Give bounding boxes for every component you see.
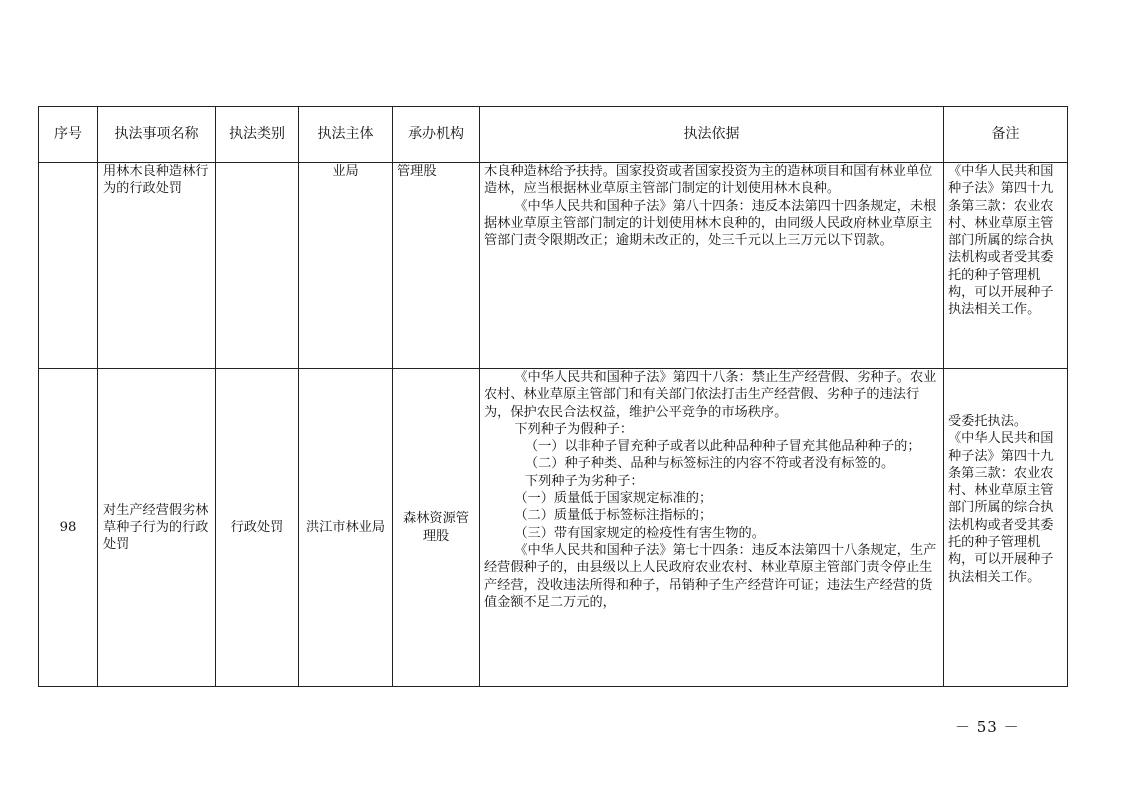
header-subject: 执法主体 xyxy=(299,107,393,163)
header-name: 执法事项名称 xyxy=(98,107,216,163)
basis-paragraph: 木良种造林给予扶持。国家投资或者国家投资为主的造林项目和国有林业单位造林，应当根据林业草原主管部门制定的计划使用林木良种。 xyxy=(484,164,933,197)
header-row xyxy=(39,107,1068,163)
basis-paragraph: （一）质量低于国家规定标准的； xyxy=(514,491,713,507)
header-agency: 承办机构 xyxy=(393,107,480,163)
row-remark xyxy=(944,369,1068,687)
header-no: 序号 xyxy=(39,107,98,163)
page-number: － 53 － xyxy=(955,718,1020,736)
table-row xyxy=(39,369,1068,687)
enforcement-table xyxy=(38,106,1068,687)
remark-text: 《中华人民共和国种子法》第四十九条第三款：农业农村、林业草原主管部门所属的综合执法机构或者受其委托的种子管理机构，可以开展种子执法相关工作。 xyxy=(948,431,1054,585)
remark-text: 《中华人民共和国种子法》第四十九条第三款：农业农村、林业草原主管部门所属的综合执法机构或者受其委托的种子管理机构，可以开展种子执法相关工作。 xyxy=(948,164,1054,318)
basis-paragraph: 《中华人民共和国种子法》第八十四条：违反本法第四十四条规定，未根据林业草原主管部门制定的计划使用林木良种的，由同级人民政府林业草原主管部门责令限期改正；逾期未改正的，处三千元以上三万元以下罚款。 xyxy=(484,198,937,249)
remark-text: 受委托执法。 xyxy=(948,414,1028,429)
row-no: 98 xyxy=(39,369,98,687)
table-row xyxy=(39,163,1068,369)
row-basis xyxy=(480,369,944,687)
basis-paragraph: 下列种子为劣种子： xyxy=(524,473,644,489)
row-remark xyxy=(944,163,1068,369)
row-agency: 管理股 xyxy=(393,163,480,369)
basis-paragraph: 《中华人民共和国种子法》第七十四条：违反本法第四十八条规定，生产经营假种子的，由县级以上人民政府农业农村、林业草原主管部门责令停止生产经营，没收违法所得和种子，吊销种子生产经营许可证；违法生产经营的货值金额不足二万元的， xyxy=(484,542,937,610)
row-subject: 洪江市林业局 xyxy=(299,369,393,687)
header-basis: 执法依据 xyxy=(480,107,944,163)
row-subject: 业局 xyxy=(299,163,393,369)
basis-paragraph: （二）质量低于标签标注指标的； xyxy=(514,508,713,524)
basis-paragraph: （二）种子种类、品种与标签标注的内容不符或者没有标签的。 xyxy=(524,456,895,472)
row-basis xyxy=(480,163,944,369)
row-category: 行政处罚 xyxy=(216,369,299,687)
header-remark: 备注 xyxy=(944,107,1068,163)
basis-paragraph: （三）带有国家规定的检疫性有害生物的。 xyxy=(514,525,765,541)
row-name: 用林木良种造林行为的行政处罚 xyxy=(98,163,216,369)
row-agency: 森林资源管理股 xyxy=(393,369,480,687)
row-name: 对生产经营假劣林草种子行为的行政处罚 xyxy=(98,369,216,687)
row-category xyxy=(216,163,299,369)
basis-paragraph: （一）以非种子冒充种子或者以此种品种种子冒充其他品种种子的； xyxy=(524,439,921,455)
basis-paragraph: 下列种子为假种子： xyxy=(514,421,634,437)
header-category: 执法类别 xyxy=(216,107,299,163)
basis-paragraph: 《中华人民共和国种子法》第四十八条：禁止生产经营假、劣种子。农业农村、林业草原主管部门和有关部门依法打击生产经营假、劣种子的违法行为，保护农民合法权益，维护公平竞争的市场秩序。 xyxy=(484,370,937,420)
row-no xyxy=(39,163,98,369)
